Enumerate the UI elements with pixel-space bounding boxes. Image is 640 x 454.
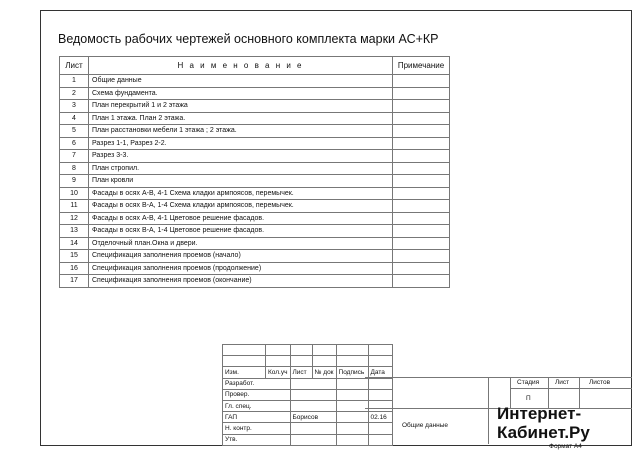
sheet-number: 13 xyxy=(60,225,89,238)
role-norm-control: Н. контр. xyxy=(223,423,291,434)
role-approved: Утв. xyxy=(223,434,291,445)
sheet-number: 7 xyxy=(60,150,89,163)
sheet-number: 8 xyxy=(60,162,89,175)
sheet-name: План расстановки мебели 1 этажа ; 2 этажа. xyxy=(89,125,393,138)
table-row xyxy=(60,175,450,188)
sheet-number: 10 xyxy=(60,187,89,200)
sheet-note xyxy=(393,275,450,288)
sheet-number: 14 xyxy=(60,237,89,250)
stage-value: П xyxy=(526,395,531,402)
sheet-number: 2 xyxy=(60,87,89,100)
page-title: Ведомость рабочих чертежей основного комплекта марки АС+КР xyxy=(58,32,439,46)
sheet-note xyxy=(393,100,450,113)
table-row xyxy=(60,187,450,200)
sheet-number: 16 xyxy=(60,262,89,275)
sheet-note xyxy=(393,175,450,188)
table-row xyxy=(60,75,450,88)
header-note: Примечание xyxy=(393,57,450,75)
table-row xyxy=(60,125,450,138)
sheet-note xyxy=(393,137,450,150)
sheet-note xyxy=(393,150,450,163)
sheet-number: 3 xyxy=(60,100,89,113)
sheet-note xyxy=(393,87,450,100)
sheet-note xyxy=(393,262,450,275)
signature-table xyxy=(222,344,393,446)
watermark-line-1: Интернет- xyxy=(497,404,582,423)
watermark-line-2: Кабинет.Ру xyxy=(497,423,590,442)
sheet-number: 11 xyxy=(60,200,89,213)
sheet-note xyxy=(393,125,450,138)
sheet-note xyxy=(393,200,450,213)
drawings-table xyxy=(59,56,450,288)
sheet-name: Разрез 3-3. xyxy=(89,150,393,163)
sheet-note xyxy=(393,75,450,88)
role-gap: ГАП xyxy=(223,412,291,423)
table-row xyxy=(60,150,450,163)
stage-label: Стадия xyxy=(517,379,540,386)
sheet-note xyxy=(393,225,450,238)
table-row xyxy=(60,225,450,238)
table-row xyxy=(60,112,450,125)
sheet-name: Фасады в осях В-А, 1-4 Схема кладки армпоясов, перемычек. xyxy=(89,200,393,213)
sheets-label: Листов xyxy=(589,379,611,386)
sheet-note xyxy=(393,237,450,250)
sheet-name: План кровли xyxy=(89,175,393,188)
table-row xyxy=(60,100,450,113)
sheet-number: 6 xyxy=(60,137,89,150)
sheet-number: 9 xyxy=(60,175,89,188)
gap-name: Борисов xyxy=(290,412,336,423)
sheet-name: Спецификация заполнения проемов (продолжение) xyxy=(89,262,393,275)
table-row xyxy=(60,212,450,225)
sheet-name: Спецификация заполнения проемов (окончание) xyxy=(89,275,393,288)
col-date: Дата xyxy=(368,367,392,378)
sheet-number: 12 xyxy=(60,212,89,225)
sheet-note xyxy=(393,162,450,175)
col-list: Лист xyxy=(290,367,312,378)
sheet-name: Общие данные xyxy=(89,75,393,88)
table-row xyxy=(60,200,450,213)
sheet-number: 1 xyxy=(60,75,89,88)
watermark xyxy=(497,404,590,442)
sheet-label: Лист xyxy=(555,379,570,386)
col-doc: № док xyxy=(312,367,336,378)
table-header-row xyxy=(60,57,450,75)
sheet-note xyxy=(393,212,450,225)
sheet-name: План стропил. xyxy=(89,162,393,175)
role-chief-spec: Гл. спец. xyxy=(223,400,291,411)
role-checker: Провер. xyxy=(223,389,291,400)
sheet-number: 5 xyxy=(60,125,89,138)
header-name: Н а и м е н о в а н и е xyxy=(89,57,393,75)
table-row xyxy=(60,275,450,288)
table-row xyxy=(60,262,450,275)
table-row xyxy=(60,137,450,150)
role-developer: Разработ. xyxy=(223,378,291,389)
sheet-note xyxy=(393,250,450,263)
sheet-name: Спецификация заполнения проемов (начало) xyxy=(89,250,393,263)
table-row xyxy=(60,87,450,100)
sheet-number: 17 xyxy=(60,275,89,288)
sheet-note xyxy=(393,112,450,125)
sheet-name: Фасады в осях А-В, 4-1 Цветовое решение фасадов. xyxy=(89,212,393,225)
sheet-name: Разрез 1-1, Разрез 2-2. xyxy=(89,137,393,150)
col-izm: Изм. xyxy=(223,367,266,378)
table-row xyxy=(60,162,450,175)
sheet-note xyxy=(393,187,450,200)
sheet-title: Общие данные xyxy=(402,422,449,429)
gap-date: 02.16 xyxy=(368,412,392,423)
format-label: Формат А4 xyxy=(549,443,582,450)
sheet-name: Отделочный план.Окна и двери. xyxy=(89,237,393,250)
sheet-name: Фасады в осях А-В, 4-1 Схема кладки армпоясов, перемычек. xyxy=(89,187,393,200)
sheet-name: План 1 этажа. План 2 этажа. xyxy=(89,112,393,125)
sheet-name: Схема фундамента. xyxy=(89,87,393,100)
col-signature: Подпись xyxy=(336,367,368,378)
header-sheet: Лист xyxy=(60,57,89,75)
table-row xyxy=(60,237,450,250)
sheet-number: 4 xyxy=(60,112,89,125)
sheet-name: План перекрытий 1 и 2 этажа xyxy=(89,100,393,113)
sheet-name: Фасады в осях В-А, 1-4 Цветовое решение фасадов. xyxy=(89,225,393,238)
sheet-number: 15 xyxy=(60,250,89,263)
col-kol: Кол.уч xyxy=(266,367,291,378)
table-row xyxy=(60,250,450,263)
